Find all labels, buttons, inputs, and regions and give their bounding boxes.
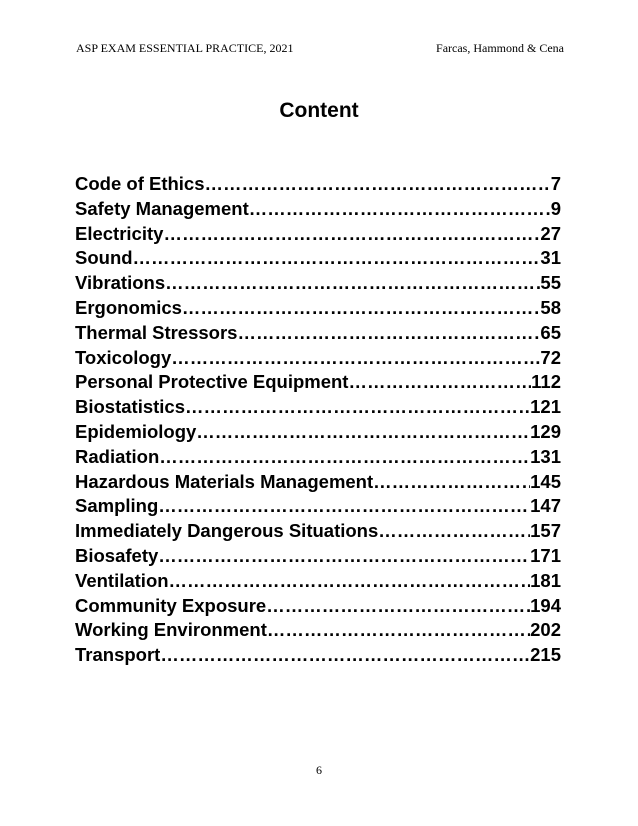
toc-dot-leader	[158, 544, 530, 569]
header-document-title: ASP EXAM ESSENTIAL PRACTICE, 2021	[76, 41, 294, 55]
toc-entry-title: Epidemiology	[75, 420, 197, 442]
page-header	[76, 40, 564, 56]
toc-entry-page: 171	[530, 544, 561, 566]
toc-entry-page: 27	[540, 222, 561, 244]
toc-entry-title: Toxicology	[75, 346, 172, 368]
toc-entry	[75, 594, 561, 619]
toc-entry	[75, 470, 561, 495]
toc-dot-leader	[160, 643, 530, 668]
toc-entry-page: 145	[530, 470, 561, 492]
toc-entry	[75, 494, 561, 519]
toc-dot-leader	[348, 370, 531, 395]
toc-entry	[75, 222, 561, 247]
toc-dot-leader	[185, 395, 530, 420]
toc-entry-page: 202	[530, 619, 561, 641]
toc-entry-page: 55	[540, 272, 561, 294]
toc-entry-page: 194	[530, 594, 561, 616]
toc-entry-title: Safety Management	[75, 197, 249, 219]
toc-dot-leader	[237, 321, 540, 346]
toc-dot-leader	[196, 420, 530, 445]
toc-entry-title: Electricity	[75, 222, 164, 244]
toc-dot-leader	[165, 271, 540, 296]
toc-dot-leader	[205, 172, 551, 197]
toc-entry	[75, 544, 561, 569]
toc-dot-leader	[158, 494, 530, 519]
toc-entry-title: Working Environment	[75, 619, 267, 641]
toc-entry-page: 9	[550, 197, 561, 219]
toc-entry	[75, 643, 561, 668]
toc-entry	[75, 296, 561, 321]
toc-entry-title: Biosafety	[75, 544, 159, 566]
toc-entry	[75, 197, 561, 222]
toc-entry-title: Hazardous Materials Management	[75, 470, 374, 492]
toc-entry-title: Biostatistics	[75, 396, 186, 418]
toc-entry-title: Immediately Dangerous Situations	[75, 520, 379, 542]
toc-entry-page: 31	[540, 247, 561, 269]
toc-entry-title: Ergonomics	[75, 296, 182, 318]
toc-entry-title: Vibrations	[75, 272, 166, 294]
toc-entry-title: Thermal Stressors	[75, 321, 238, 343]
toc-dot-leader	[159, 445, 530, 470]
toc-dot-leader	[249, 197, 551, 222]
toc-entry-page: 147	[530, 495, 561, 517]
toc-dot-leader	[266, 594, 530, 619]
toc-entry-title: Community Exposure	[75, 594, 267, 616]
toc-entry	[75, 321, 561, 346]
toc-entry-page: 215	[530, 644, 561, 666]
toc-entry-title: Ventilation	[75, 569, 169, 591]
toc-dot-leader	[378, 519, 530, 544]
toc-entry	[75, 172, 561, 197]
toc-entry-title: Radiation	[75, 445, 160, 467]
toc-entry-title: Sampling	[75, 495, 159, 517]
toc-entry	[75, 246, 561, 271]
toc-entry-page: 65	[540, 321, 561, 343]
toc-entry	[75, 395, 561, 420]
toc-entry-page: 129	[530, 420, 561, 442]
toc-entry	[75, 519, 561, 544]
page-number: 6	[316, 763, 322, 777]
toc-entry	[75, 618, 561, 643]
toc-entry	[75, 370, 561, 395]
toc-dot-leader	[373, 470, 530, 495]
toc-entry	[75, 346, 561, 371]
toc-entry-title: Personal Protective Equipment	[75, 371, 349, 393]
toc-dot-leader	[171, 346, 540, 371]
toc-entry	[75, 569, 561, 594]
toc-entry-page: 58	[540, 296, 561, 318]
toc-entry-title: Sound	[75, 247, 133, 269]
toc-entry	[75, 445, 561, 470]
toc-entry	[75, 271, 561, 296]
toc-entry-title: Code of Ethics	[75, 173, 205, 194]
table-of-contents	[75, 172, 561, 668]
toc-entry-page: 7	[550, 173, 561, 194]
toc-entry-page: 121	[530, 396, 561, 418]
toc-dot-leader	[267, 618, 530, 643]
toc-dot-leader	[182, 296, 541, 321]
toc-entry-page: 157	[530, 520, 561, 542]
page-title: Content	[279, 99, 359, 122]
toc-entry-page: 72	[540, 346, 561, 368]
toc-entry-page: 112	[531, 371, 561, 393]
header-authors: Farcas, Hammond & Cena	[436, 41, 564, 55]
toc-entry-page: 181	[530, 569, 561, 591]
toc-dot-leader	[163, 222, 540, 247]
toc-entry	[75, 420, 561, 445]
toc-entry-title: Transport	[75, 644, 161, 666]
toc-entry-page: 131	[530, 445, 561, 467]
toc-dot-leader	[169, 569, 531, 594]
toc-dot-leader	[133, 246, 541, 271]
